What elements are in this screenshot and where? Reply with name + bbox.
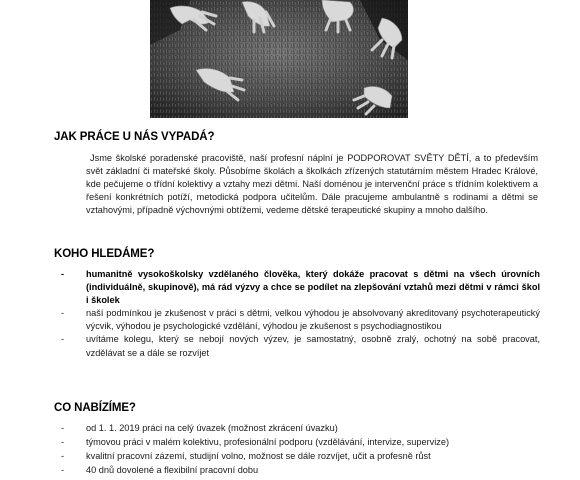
list-item [60, 333, 540, 359]
list-item-text: týmovou práci v malém kolektivu, profesionální podporu (vzdělávání, intervize, supervize) [86, 437, 450, 448]
list-item [60, 422, 540, 435]
dash-bullet-icon: - [61, 465, 65, 476]
dash-bullet-icon: - [61, 451, 65, 462]
list-item [60, 436, 540, 449]
list-item-text: od 1. 1. 2019 práci na celý úvazek (možnost zkrácení úvazku) [86, 423, 338, 433]
list-item [60, 268, 540, 307]
requirements-list [60, 268, 540, 360]
dash-bullet-icon: - [61, 437, 65, 448]
dash-bullet-icon: - [61, 334, 65, 345]
list-item-text: uvítáme kolegu, který se nebojí nových výzev, je samostatný, osobně zralý, ochotný na sobě pracovat, vzdělávat se a dále se rozvíjet [86, 334, 540, 358]
section-heading-how-we-work: JAK PRÁCE U NÁS VYPADÁ? [54, 131, 215, 143]
list-item [60, 464, 540, 477]
section-heading-who-we-seek: KOHO HLEDÁME? [54, 248, 155, 260]
benefits-list [60, 422, 540, 478]
list-item [60, 450, 540, 463]
dash-bullet-icon: - [61, 423, 65, 433]
list-item-text: 40 dnů dovolené a flexibilní pracovní dobu [86, 465, 259, 476]
hands-on-grass-photo [150, 0, 408, 118]
section-heading-what-we-offer: CO NABÍZÍME? [54, 402, 136, 414]
dash-bullet-icon: - [61, 308, 65, 319]
dash-bullet-icon: - [61, 269, 65, 279]
photo-canvas [150, 0, 408, 118]
list-item-text: kvalitní pracovní zázemí, studijní volno, možnost se dále rozvíjet, učit a profesně růst [86, 451, 431, 462]
list-item-text: naší podmínkou je zkušenost v práci s dětmi, velkou výhodou je absolvovaný akreditovaný psychoterapeutický výcvik, výhodou je psychologické vzdělání, výhodou je zkušenost s psychodiagnostikou [86, 308, 540, 332]
section-paragraph-how-we-work: Jsme školské poradenské pracoviště, naší profesní náplní je PODPOROVAT SVĚTY DĚTÍ, a to především svět základní či mateřské školy. Působíme školách a školkách zřízených statutárním městem Hradec Králové, kde pečujeme o třídní kolektivy a vztahy mezi dětmi. Naší doménou je intervenční práce s třídním kolektivem a řešení konkrétních potíží, metodická podpora učitelům. Dále pracujeme ambulantně s rodinami a dětmi se vztahovými, případně výchovnými obtížemi, vedeme dětské terapeutické skupiny a mnoho dalšího. [86, 153, 538, 216]
list-item [60, 307, 540, 333]
list-item-text: humanitně vysokoškolsky vzdělaného člověka, který dokáže pracovat s dětmi na všech úrovních (individuálně, skupinově), má rád výzvy a chce se podílet na zlepšování vztahů mezi dětmi v rámci škol i školek [86, 269, 540, 306]
